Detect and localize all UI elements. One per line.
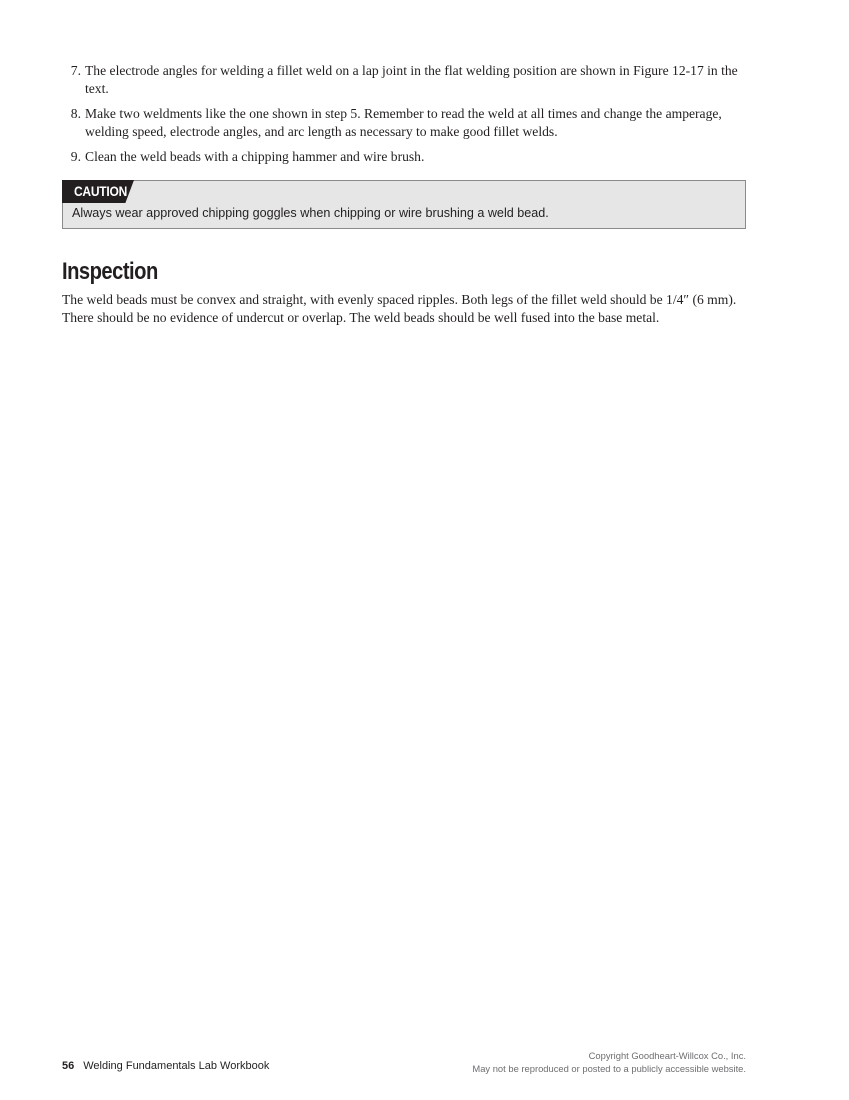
caution-box	[62, 180, 746, 229]
page-footer-left	[62, 1060, 269, 1072]
step-text: Clean the weld beads with a chipping hammer and wire brush.	[85, 149, 425, 164]
caution-label: CAUTION	[74, 183, 128, 199]
inspection-heading: Inspection	[62, 258, 158, 285]
inspection-body: The weld beads must be convex and straight, with evenly spaced ripples. Both legs of the fillet weld should be 1/4″ (6 mm). There should be no evidence of undercut or overlap. The weld beads should be well fused into the base metal.	[62, 292, 737, 325]
procedure-step-9	[62, 148, 752, 166]
copyright-text: Copyright Goodheart-Willcox Co., Inc.	[588, 1050, 746, 1061]
page-number: 56	[62, 1060, 75, 1072]
step-number: 8.	[70, 106, 81, 121]
procedure-step-8	[62, 105, 752, 141]
step-text: Make two weldments like the one shown in step 5. Remember to read the weld at all times and change the amperage, welding speed, electrode angles, and arc length as necessary to make good fillet welds.	[85, 106, 722, 139]
reproduction-notice: May not be reproduced or posted to a publicly accessible website.	[472, 1062, 746, 1074]
step-number: 7.	[70, 63, 81, 78]
procedure-step-7	[62, 62, 752, 98]
step-text: The electrode angles for welding a fillet weld on a lap joint in the flat welding position are shown in Figure 12-17 in the text.	[85, 63, 738, 96]
caution-text: Always wear approved chipping goggles when chipping or wire brushing a weld bead.	[72, 206, 549, 220]
book-title: Welding Fundamentals Lab Workbook	[83, 1060, 270, 1072]
step-number: 9.	[70, 149, 81, 164]
procedure-steps-list	[62, 62, 752, 173]
page-footer-right	[472, 1050, 746, 1075]
